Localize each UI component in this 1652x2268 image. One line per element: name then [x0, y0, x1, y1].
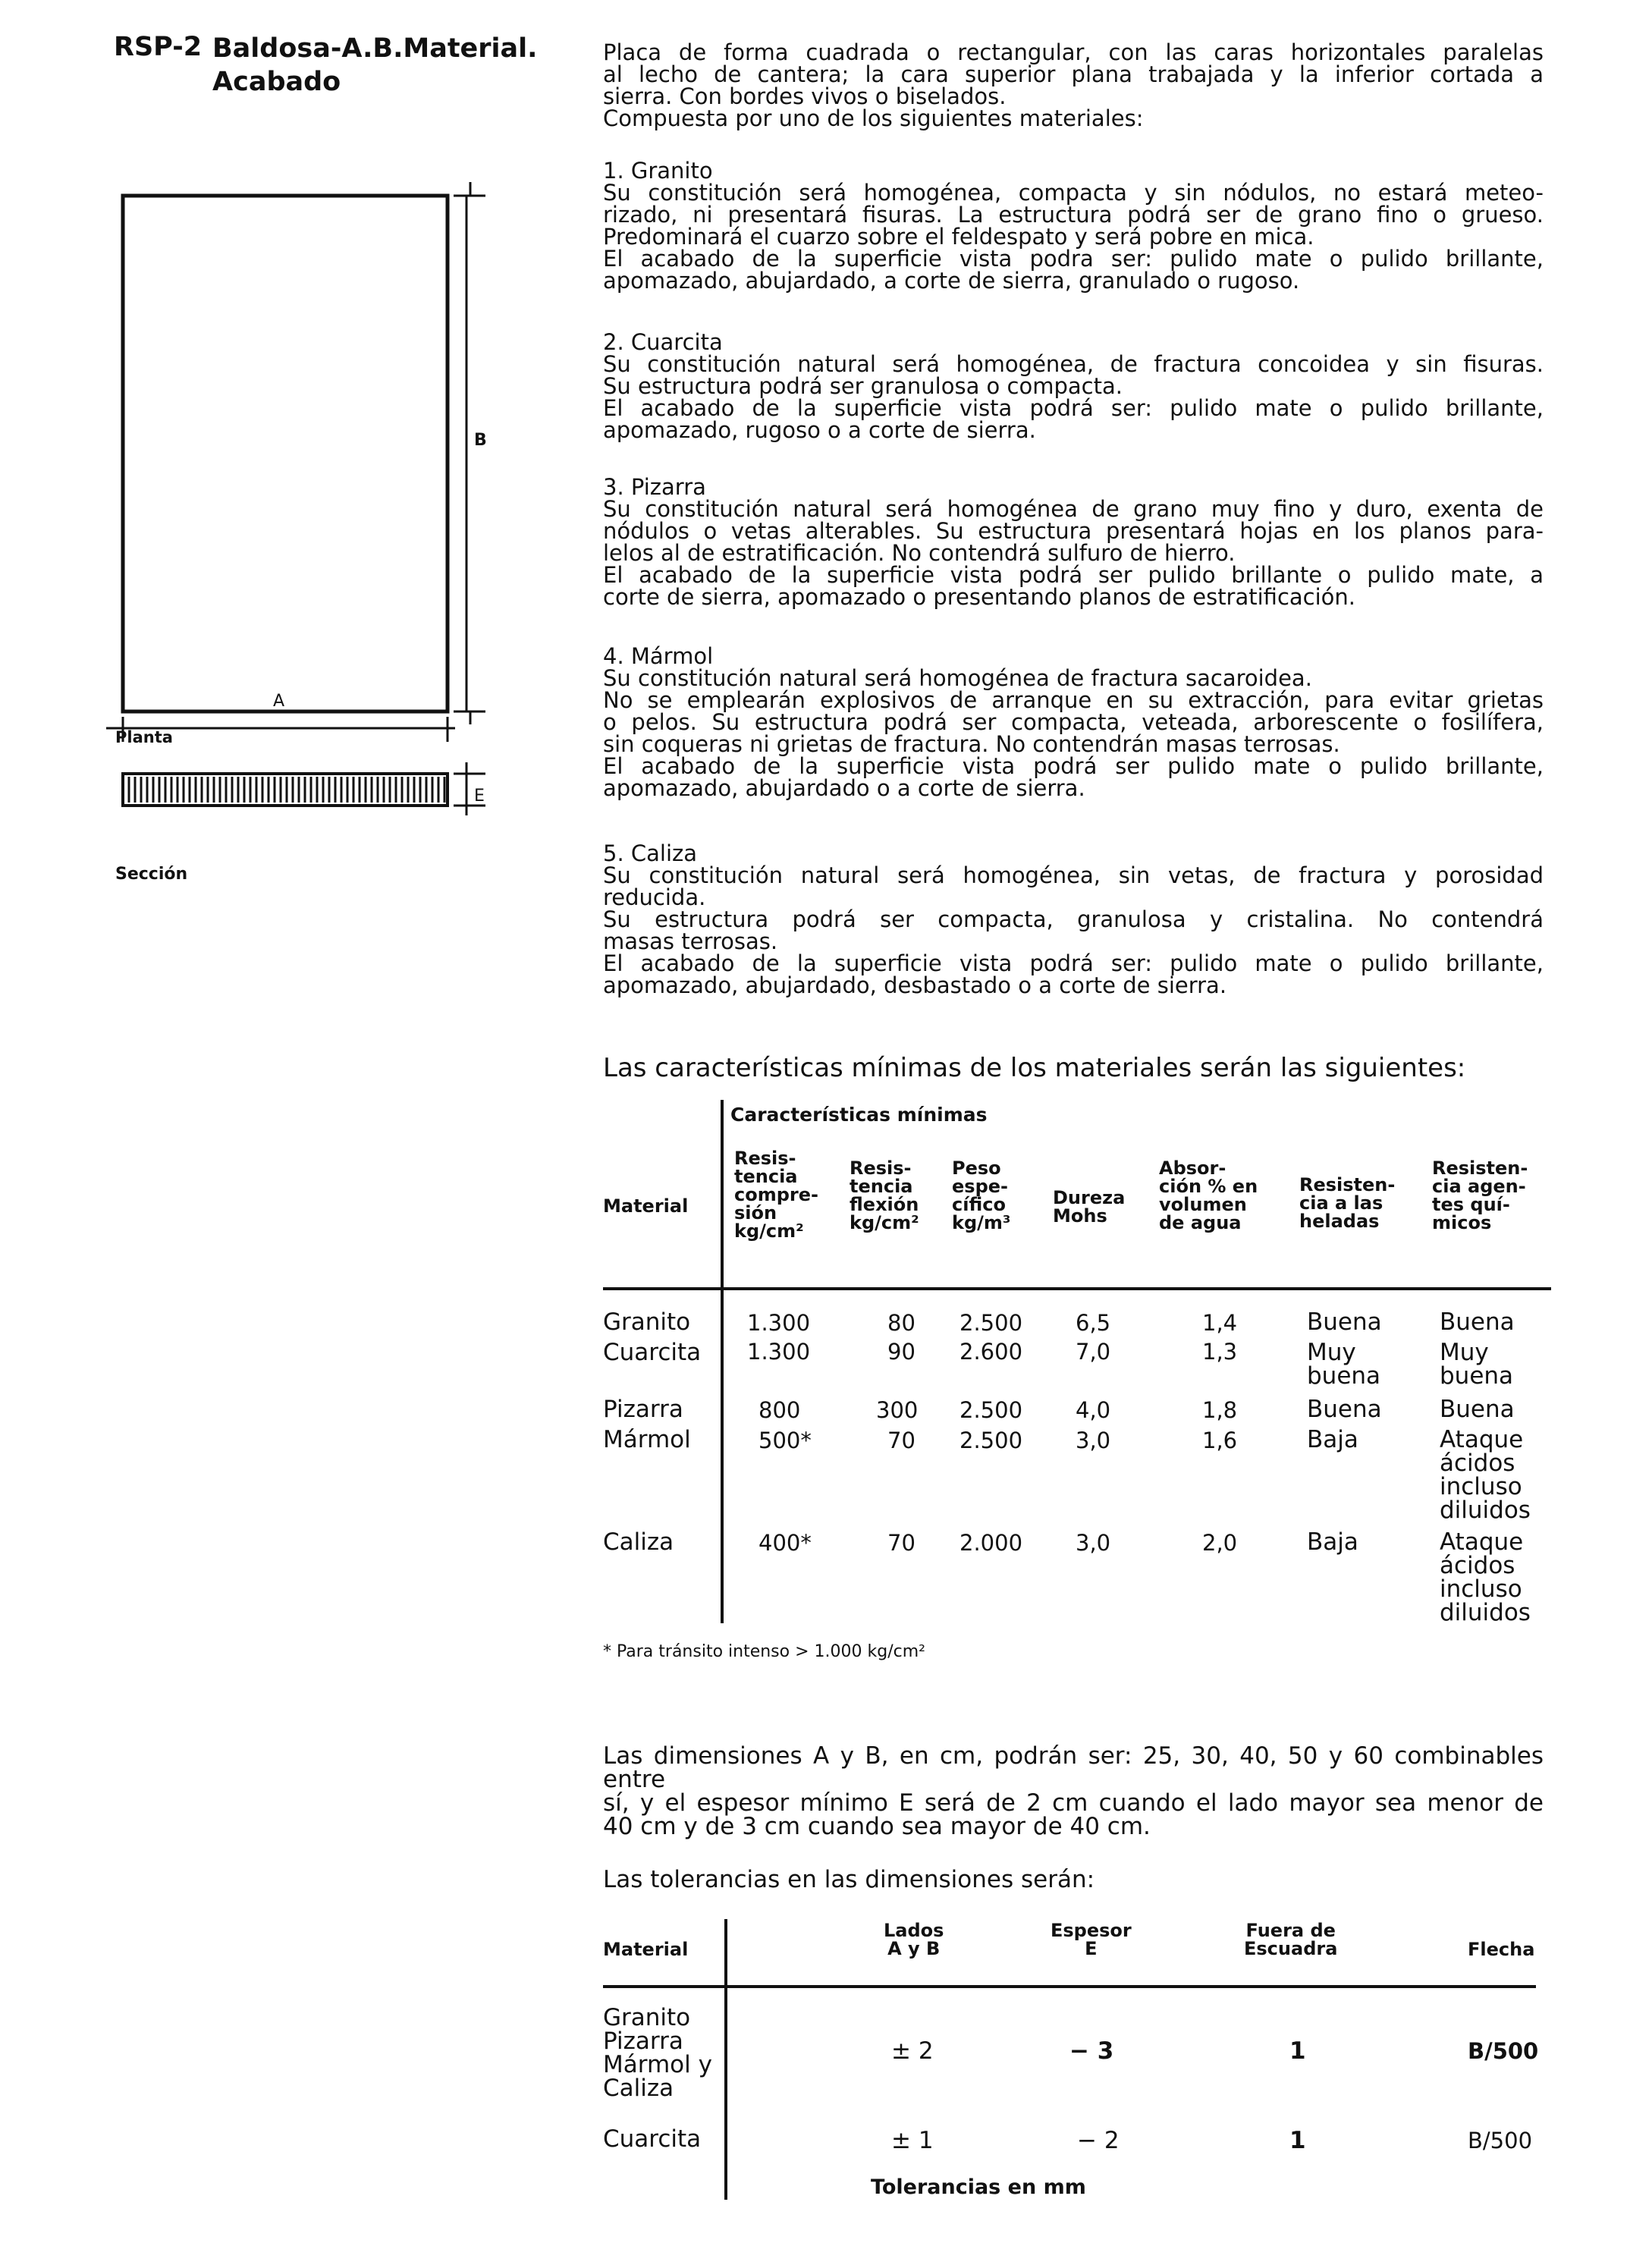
table1-group-header: Características mínimas [730, 1104, 988, 1126]
table1-col-compresion: Resis- tencia compre- sión kg/cm² [734, 1148, 818, 1242]
material-heading: 4. Mármol [603, 643, 714, 669]
table-cell: 300 [876, 1397, 919, 1423]
seccion-label: Sección [115, 865, 188, 884]
table-cell: Buena [1307, 1396, 1382, 1423]
table1-col-quimicos: Resisten- cia agen- tes quí- micos [1432, 1158, 1528, 1233]
table-cell: 1.300 [747, 1339, 811, 1365]
material-line: Su constitución natural será homogénea de fractura sacaroidea. [603, 665, 1312, 691]
table2-cell: B/500 [1468, 2038, 1539, 2064]
table-cell: 1,8 [1202, 1397, 1238, 1423]
table-cell: Buena [1440, 1396, 1515, 1423]
table-cell: 2.500 [959, 1428, 1023, 1453]
plan-rectangle [123, 196, 448, 711]
table-cell: 1,6 [1202, 1428, 1238, 1453]
material-heading: 5. Caliza [603, 840, 698, 866]
table1-col-peso: Peso espe- cífico kg/m³ [952, 1158, 1011, 1233]
intro-line: sierra. Con bordes vivos o biselados. [603, 83, 1007, 109]
intro-paragraph [603, 39, 1544, 131]
dimensions-line: Las dimensiones A y B, en cm, podrán ser: 25, 30, 40, 50 y 60 combinables entre [603, 1742, 1544, 1793]
dimensions-line: 40 cm y de 3 cm cuando sea mayor de 40 cm. [603, 1813, 1151, 1840]
table-cell: Ataque ácidos incluso diluidos [1440, 1426, 1531, 1524]
table2-col-lados: Lados A y B [884, 1920, 944, 1959]
table2-col-flecha: Flecha [1468, 1939, 1535, 1960]
table-cell: 800 [758, 1397, 801, 1423]
table-cell: 2.600 [959, 1339, 1023, 1365]
table-row-material: Mármol [603, 1426, 691, 1453]
table-cell: 70 [887, 1530, 916, 1556]
dimensions-line: sí, y el espesor mínimo E será de 2 cm cuando el lado mayor sea menor de [603, 1789, 1544, 1817]
material-line: apomazado, abujardado, a corte de sierra, granulado o rugoso. [603, 268, 1300, 294]
material-heading: 1. Granito [603, 158, 713, 184]
intro-line: Compuesta por uno de los siguientes materiales: [603, 105, 1144, 131]
material-line: Su estructura podrá ser granulosa o compacta. [603, 373, 1123, 399]
section-hatching [129, 777, 444, 803]
intro-line: Placa de forma cuadrada o rectangular, con las caras horizontales paralelas [603, 39, 1544, 65]
table1-vertical-rule [721, 1100, 724, 1623]
table2-row-material: Cuarcita [603, 2125, 702, 2153]
material-section-granito [603, 160, 1544, 292]
table-cell: 2,0 [1202, 1530, 1238, 1556]
material-line: El acabado de la superficie vista podrá ser: pulido mate o pulido brillante, [603, 395, 1544, 421]
table1-col-heladas: Resisten- cia a las heladas [1299, 1174, 1396, 1232]
table1-col-absorcion: Absor- ción % en volumen de agua [1159, 1158, 1258, 1233]
table1-col-flexion: Resis- tencia flexión kg/cm² [850, 1158, 919, 1233]
table2-row-material: Granito Pizarra Mármol y Caliza [603, 2004, 712, 2102]
table-cell: 1,4 [1202, 1310, 1238, 1336]
table2-header-rule [603, 1985, 1536, 1988]
dimensions-paragraph [603, 1742, 1544, 1840]
table1-header-rule [603, 1287, 1551, 1290]
material-line: apomazado, abujardado o a corte de sierra. [603, 775, 1085, 801]
material-line: o pelos. Su estructura podrá ser compacta, veteada, arborescente o fosilífera, [603, 709, 1544, 735]
material-line: El acabado de la superficie vista podrá ser pulido mate o pulido brillante, [603, 753, 1544, 779]
material-section-caliza [603, 840, 1544, 998]
table-row-material: Cuarcita [603, 1339, 702, 1366]
table-cell: Muy buena [1307, 1339, 1381, 1390]
material-line: lelos al de estratificación. No contendrá sulfuro de hierro. [603, 540, 1236, 566]
material-line: apomazado, abujardado, desbastado o a corte de sierra. [603, 972, 1227, 998]
table2-cell: 1 [1289, 2127, 1306, 2154]
material-line: Su constitución será homogénea, compacta y sin nódulos, no estará meteo- [603, 180, 1544, 206]
table2-caption: Las tolerancias en las dimensiones serán: [603, 1866, 1095, 1893]
dim-label-a: A [273, 692, 285, 711]
table-cell: 7,0 [1076, 1339, 1111, 1365]
material-line: El acabado de la superficie vista podrá ser pulido brillante o pulido mate, a [603, 562, 1544, 588]
table-cell: 500* [758, 1428, 812, 1453]
material-line: corte de sierra, apomazado o presentando planos de estratificación. [603, 584, 1356, 610]
material-heading: 3. Pizarra [603, 474, 706, 500]
table2-cell: ± 1 [891, 2127, 934, 2154]
title-line-2: Acabado [212, 67, 341, 97]
table-row-material: Granito [603, 1308, 691, 1336]
table1-col-material: Material [603, 1195, 689, 1217]
table2-cell: − 2 [1077, 2127, 1120, 2154]
table2-col-material: Material [603, 1939, 689, 1960]
table1-caption: Las características mínimas de los materiales serán las siguientes: [603, 1053, 1466, 1083]
table2-units-note: Tolerancias en mm [871, 2175, 1086, 2199]
table-cell: Buena [1307, 1308, 1382, 1336]
material-line: Su constitución natural será homogénea, sin vetas, de fractura y porosidad [603, 862, 1544, 888]
material-line: No se emplearán explosivos de arranque en su extracción, para evitar grietas [603, 687, 1544, 713]
table-row-material: Caliza [603, 1528, 674, 1556]
material-line: Su constitución natural será homogénea, de fractura concoidea y sin fisuras. [603, 351, 1544, 377]
planta-label: Planta [115, 728, 173, 746]
table-cell: 3,0 [1076, 1530, 1111, 1556]
material-line: El acabado de la superficie vista podra ser: pulido mate o pulido brillante, [603, 246, 1544, 272]
table2-col-espesor: Espesor E [1051, 1920, 1132, 1959]
table-cell: Buena [1440, 1308, 1515, 1336]
table-cell: Muy buena [1440, 1339, 1514, 1390]
table-cell: 2.500 [959, 1310, 1023, 1336]
table2-cell: − 3 [1069, 2037, 1114, 2065]
dim-label-b: B [474, 431, 487, 450]
dim-label-e: E [474, 787, 485, 806]
material-line: apomazado, rugoso o a corte de sierra. [603, 417, 1036, 443]
table-cell: 1.300 [747, 1310, 811, 1336]
table2-vertical-rule [724, 1919, 727, 2200]
table-cell: 400* [758, 1530, 812, 1556]
material-line: Predominará el cuarzo sobre el feldespato y será pobre en mica. [603, 224, 1314, 250]
material-section-pizarra [603, 476, 1544, 608]
table2-col-escuadra: Fuera de Escuadra [1244, 1920, 1338, 1959]
intro-line: al lecho de cantera; la cara superior plana trabajada y la inferior cortada a [603, 61, 1544, 87]
document-code: RSP-2 [114, 32, 203, 62]
table2-cell: ± 2 [891, 2037, 934, 2065]
material-line: Su constitución natural será homogénea de grano muy fino y duro, exenta de [603, 496, 1544, 522]
table-cell: Ataque ácidos incluso diluidos [1440, 1528, 1531, 1626]
material-line: sin coqueras ni grietas de fractura. No contendrán masas terrosas. [603, 731, 1340, 757]
material-line: masas terrosas. [603, 928, 778, 954]
table-row-material: Pizarra [603, 1396, 683, 1423]
material-section-cuarcita [603, 331, 1544, 441]
material-line: rizado, ni presentará fisuras. La estructura podrá ser de grano fino o grueso. [603, 202, 1544, 228]
table-cell: 80 [887, 1310, 916, 1336]
table2-cell: B/500 [1468, 2128, 1533, 2153]
table-cell: Baja [1307, 1528, 1358, 1556]
title-line-1: Baldosa-A.B.Material. [212, 33, 538, 64]
table-cell: 6,5 [1076, 1310, 1111, 1336]
material-line: Su estructura podrá ser compacta, granulosa y cristalina. No contendrá [603, 906, 1544, 932]
table-cell: 4,0 [1076, 1397, 1111, 1423]
material-line: El acabado de la superficie vista podrá ser: pulido mate o pulido brillante, [603, 950, 1544, 976]
table1-footnote: * Para tránsito intenso > 1.000 kg/cm² [603, 1642, 925, 1661]
material-section-marmol [603, 643, 1544, 801]
table-cell: 70 [887, 1428, 916, 1453]
table-cell: 1,3 [1202, 1339, 1238, 1365]
table-cell: 2.000 [959, 1530, 1023, 1556]
table1-col-dureza: Dureza Mohs [1053, 1187, 1126, 1227]
document-title [212, 32, 537, 99]
tile-diagram [106, 174, 531, 903]
material-line: nódulos o vetas alterables. Su estructura presentará hojas en los planos para- [603, 518, 1544, 544]
table-cell: 90 [887, 1339, 916, 1365]
material-heading: 2. Cuarcita [603, 329, 723, 355]
table-cell: Baja [1307, 1426, 1358, 1453]
table-cell: 3,0 [1076, 1428, 1111, 1453]
material-line: reducida. [603, 884, 706, 910]
table-cell: 2.500 [959, 1397, 1023, 1423]
table2-cell: 1 [1289, 2037, 1306, 2065]
